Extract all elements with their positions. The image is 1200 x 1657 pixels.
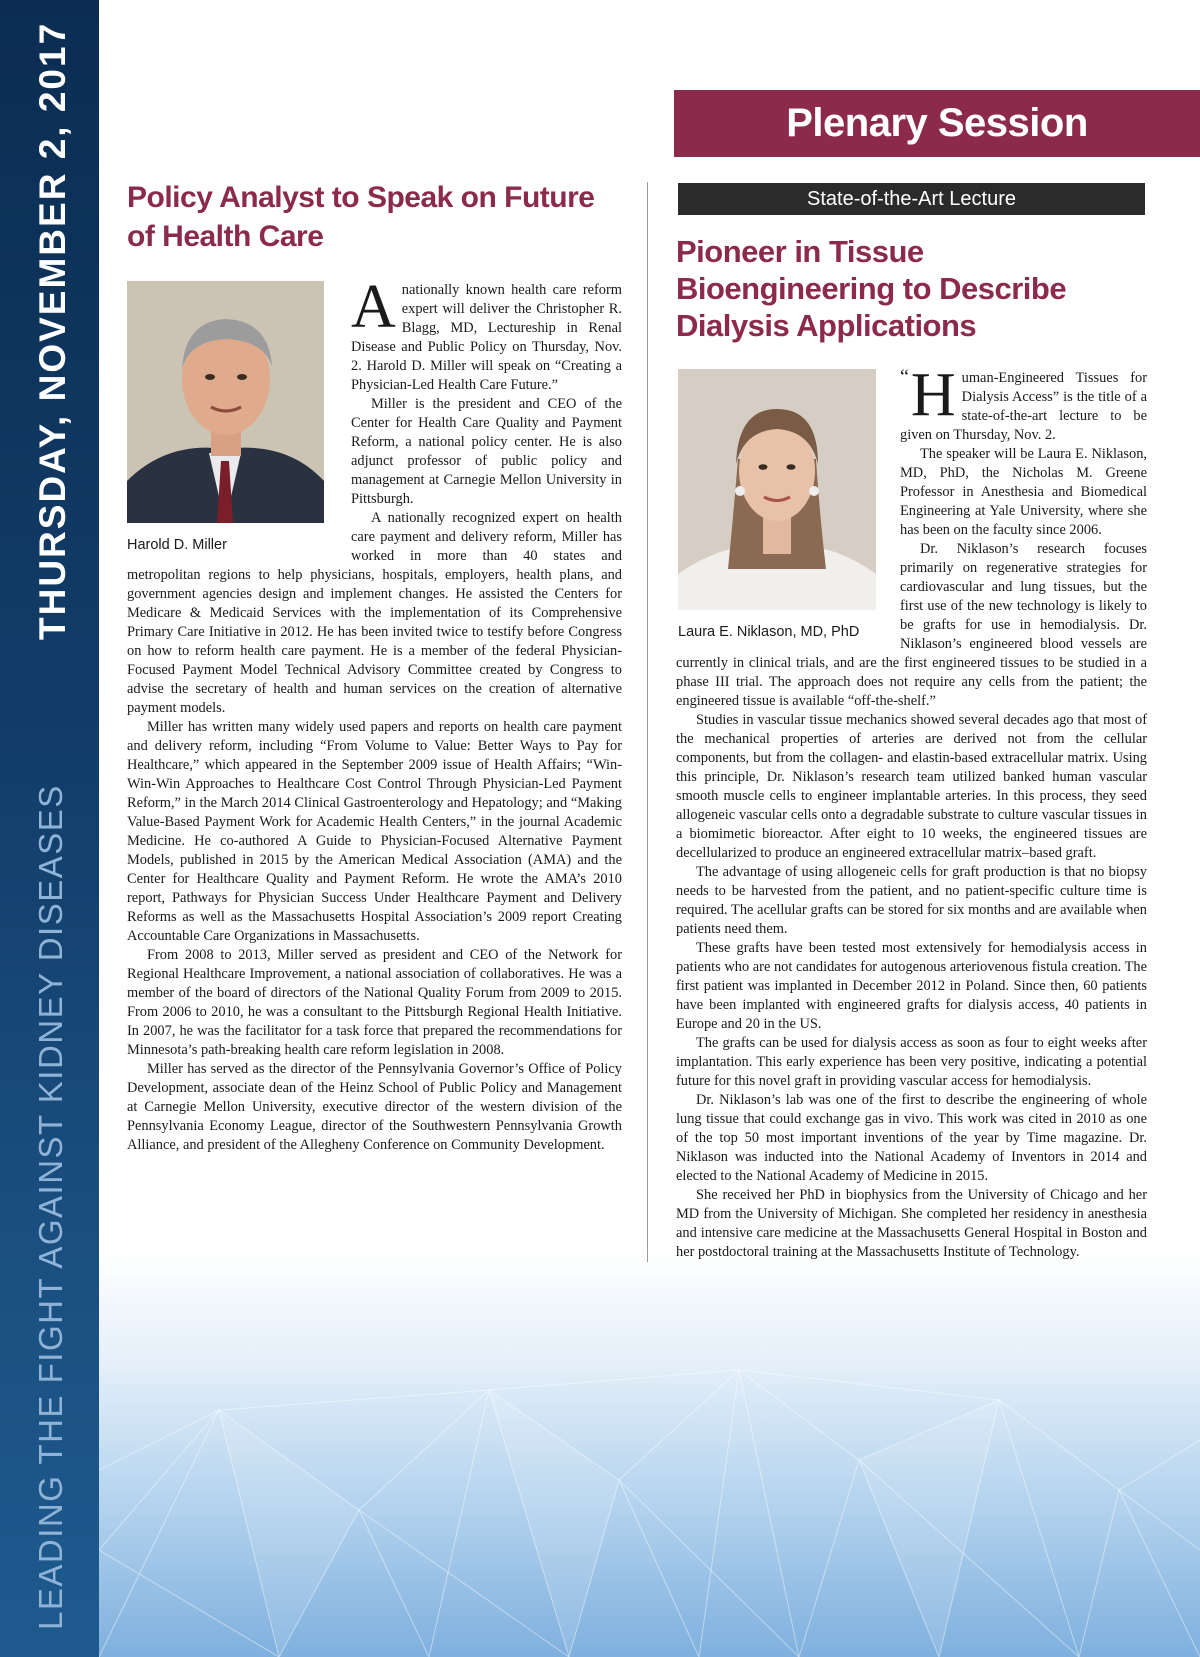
- right-paragraph: Dr. Niklason’s research focuses primarily on regenerative strategies for cardiovascular and lung tissues, but the first use of the new technology is likely to be grafts for use in hemodialysis. Dr. Niklason’s engineered blood vessels are currently in clinical trials, and are the first engineered tissues to be studied in a phase III trial. The approach does not require any cells from the patient; the engineered tissue is available “off-the-shelf.”: [676, 541, 1147, 709]
- polygon-mesh-graphic: [99, 1250, 1200, 1657]
- open-quote: “: [900, 366, 909, 388]
- left-paragraph: Miller has written many widely used papers and reports on health care payment and delivery reform, including “From Volume to Value: Better Ways to Pay for Healthcare,” which appeared in the September 2009 issue of Health Affairs; “Win-Win-Win Approaches to Healthcare Cost Control Through Physician-Led Payment Reform,” in the March 2014 Clinical Gastroenterology and Hepatology; and “Making Value-Based Payment Work for Academic Health Centers,” in the journal Academic Medicine. He co-authored A Guide to Physician-Focused Alternative Payment Models, published in 2015 by the American Medical Association (AMA) and the Center for Healthcare Quality and Payment Reform. He wrote the AMA’s 2010 report, Pathways for Physician Success Under Healthcare Payment and Delivery Reforms as well as the Massachusetts Hospital Association’s 2009 report Creating Accountable Care Organizations in Massachusetts.: [127, 719, 622, 944]
- right-paragraph: The advantage of using allogeneic cells for graft production is that no biopsy needs to be harvested from the patient, and no patient-specific culture time is required. The acellular grafts can be stored for six months and are available when patients need them.: [676, 864, 1147, 937]
- right-paragraph: These grafts have been tested most extensively for hemodialysis access in patients who are not candidates for autogenous arteriovenous fistula creation. The first patient was implanted in December 2012 in Poland. Since then, 60 patients have been implanted with engineered grafts for dialysis access, 40 patients in Europe and 20 in the US.: [676, 940, 1147, 1032]
- dropcap: A: [351, 273, 396, 341]
- left-paragraph: From 2008 to 2013, Miller served as president and CEO of the Network for Regional Healthcare Improvement, a national association of collaboratives. He was a member of the board of directors of the National Quality Forum from 2009 to 2015. From 2006 to 2010, he was a consultant to the Pittsburgh Regional Health Initiative. In 2007, he was the facilitator for a task force that prepared the recommendations for Minnesota’s path-breaking health care reform legislation in 2008.: [127, 947, 622, 1058]
- left-article: [127, 178, 622, 1155]
- dropcap: H: [910, 361, 956, 429]
- right-article: [676, 233, 1147, 1262]
- decorative-background: [99, 1250, 1200, 1657]
- plenary-session-banner: Plenary Session: [674, 90, 1200, 157]
- right-paragraph: Dr. Niklason’s lab was one of the first to describe the engineering of whole lung tissue that could exchange gas in vivo. This work was cited in 2010 as one of the top 50 most important inventions of the year by Time magazine. Dr. Niklason was inducted into the National Academy of Inventors in 2014 and elected to the National Academy of Medicine in 2015.: [676, 1092, 1147, 1184]
- right-paragraph: Studies in vascular tissue mechanics showed several decades ago that most of the mechanical properties of arteries are derived not from the cellular components, but from the collagen- and elastin-based extracellular matrix. Using this principle, Dr. Niklason’s research team utilized banked human vascular smooth muscle cells to engineer implantable arteries. In this process, they seed allogeneic vascular cells onto a degradable substrate to culture vascular tissues in a biomimetic bioreactor. After eight to 10 weeks, the engineered tissues are decellularized to produce an engineered extracellular matrix–based graft.: [676, 712, 1147, 861]
- miller-photo: [127, 281, 324, 523]
- right-paragraph: She received her PhD in biophysics from the University of Chicago and her MD from the University of Michigan. She completed her residency in anesthesia and intensive care medicine at the Massachusetts General Hospital in Boston and her postdoctoral training at the Massachusetts Institute of Technology.: [676, 1187, 1147, 1260]
- left-paragraph: Miller has served as the director of the Pennsylvania Governor’s Office of Policy Development, associate dean of the Heinz School of Public Policy and Management at Carnegie Mellon University, executive director of the western division of the Pennsylvania Economy League, director of the Southwestern Pennsylvania Growth Alliance, and president of the Allegheny Conference on Community Development.: [127, 1061, 622, 1153]
- niklason-caption: Laura E. Niklason, MD, PhD: [678, 624, 860, 640]
- lecture-label: State-of-the-Art Lecture: [678, 183, 1145, 215]
- miller-caption: Harold D. Miller: [127, 537, 227, 553]
- left-paragraph: A nationally recognized expert on health care payment and delivery reform, Miller has worked in more than 40 states and metropolitan regions to help physicians, hospitals, employers, health plans, and government agencies design and implement changes. He assisted the Centers for Medicare & Medicaid Services with the implementation of its Comprehensive Primary Care Initiative in 2012. He has been invited twice to testify before Congress on how to reform health care payment. He is a member of the federal Physician-Focused Payment Model Technical Advisory Committee created by Congress to advise the secretary of health and human services on the creation of alternative payment models.: [127, 510, 622, 716]
- right-article-headline: Pioneer in Tissue Bioengineering to Describe Dialysis Applications: [676, 234, 1067, 343]
- niklason-figure: [678, 369, 890, 640]
- left-article-headline: Policy Analyst to Speak on Future of Health Care: [127, 181, 595, 253]
- right-paragraph: The speaker will be Laura E. Niklason, MD, PhD, the Nicholas M. Greene Professor in Anesthesia and Biomedical Engineering at Yale University, where she has been on the faculty since 2006.: [900, 446, 1147, 538]
- column-divider: [647, 182, 648, 1262]
- miller-figure: [127, 281, 331, 553]
- left-paragraph: Anationally known health care reform expert will deliver the Christopher R. Blagg, MD, Lectureship in Renal Disease and Public Policy on Thursday, Nov. 2. Harold D. Miller will speak on “Creating a Physician-Led Health Care Future.”: [351, 273, 622, 393]
- issue-date: THURSDAY, NOVEMBER 2, 2017: [32, 21, 73, 640]
- sidebar-tagline: LEADING THE FIGHT AGAINST KIDNEY DISEASES: [32, 784, 69, 1630]
- left-paragraph: Miller is the president and CEO of the Center for Health Care Quality and Payment Reform, a national policy center. He is also adjunct professor of public policy and management at Carnegie Mellon University in Pittsburgh.: [351, 396, 622, 507]
- sidebar-banner: [0, 0, 99, 1657]
- right-paragraph: “ H uman-Engineered Tissues for Dialysis Access” is the title of a state-of-the-art lecture to be given on Thursday, Nov. 2.: [900, 361, 1147, 443]
- niklason-photo: [678, 369, 876, 610]
- right-paragraph: The grafts can be used for dialysis access as soon as four to eight weeks after implantation. This early experience has been very positive, indicating a potential future for this novel graft in providing vascular access for hemodialysis.: [676, 1035, 1147, 1089]
